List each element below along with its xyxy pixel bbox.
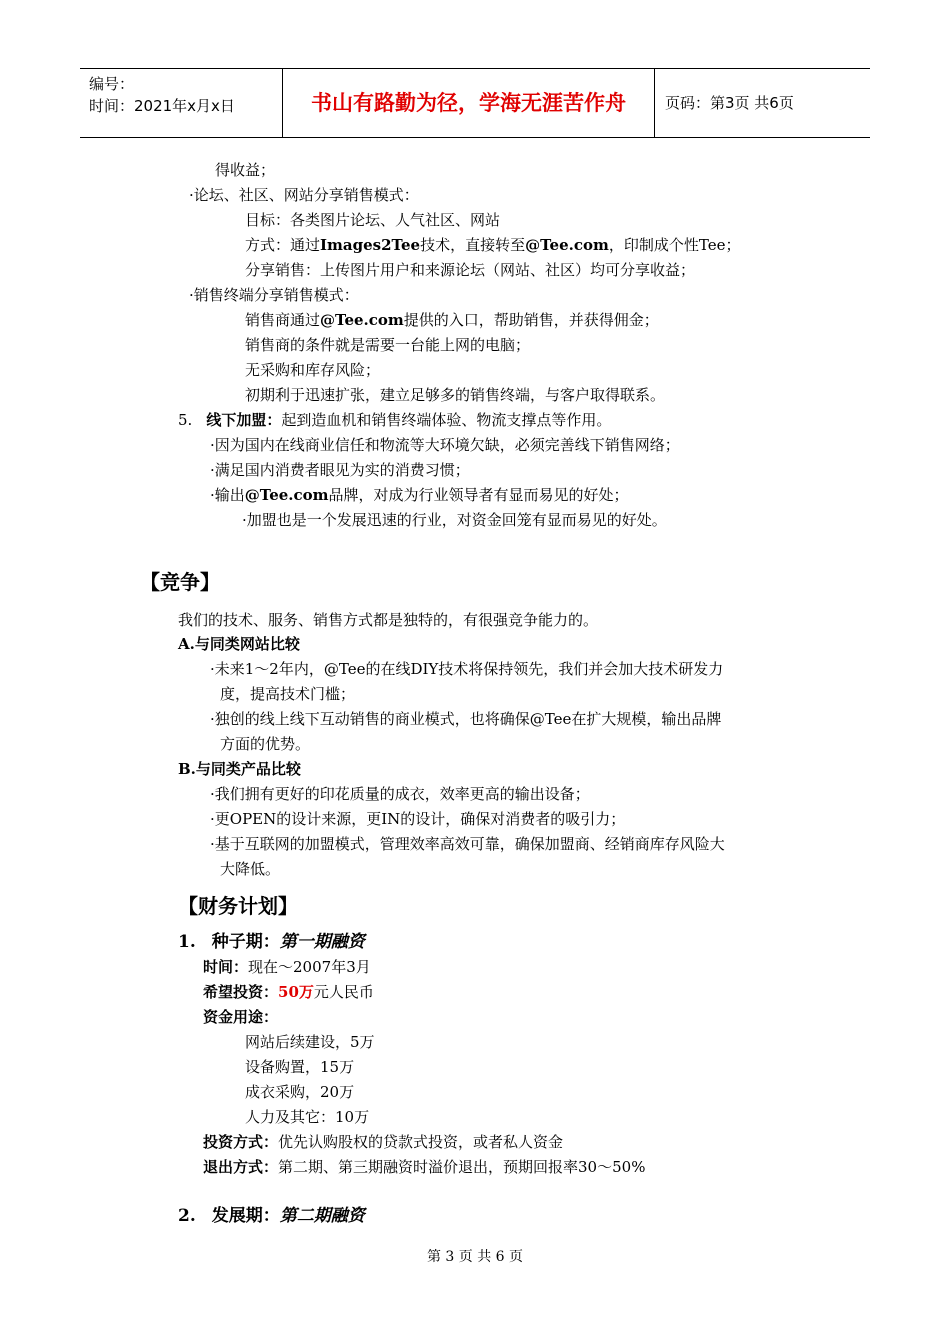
field-label: 时间： (203, 958, 249, 976)
bullet-line: 度，提高技术门槛； (220, 685, 356, 703)
text-span: 品牌，对成为行业领导者有显而易见的好处； (328, 486, 629, 504)
time-line (203, 955, 371, 979)
fund-use-item: 人力及其它：10万 (245, 1108, 370, 1126)
text-line: 得收益； (215, 161, 276, 179)
terminal-line: 无采购和库存风险； (245, 361, 381, 379)
header-meta (80, 69, 283, 137)
subsection-title: B.与同类产品比较 (178, 760, 301, 778)
field-value: 优先认购股权的贷款式投资，或者私人资金 (278, 1133, 564, 1151)
header-motto: 书山有路勤为径，学海无涯苦作舟 (283, 69, 655, 137)
fund-use-item: 成衣采购，20万 (245, 1083, 355, 1101)
forum-share: 分享销售：上传图片用户和来源论坛（网站、社区）均可分享收益； (245, 261, 696, 279)
terminal-line: 初期利于迅速扩张，建立足够多的销售终端，与客户取得联系。 (245, 386, 666, 404)
section-title-finance: 【财务计划】 (178, 894, 298, 918)
bullet-line: 方面的优势。 (220, 735, 311, 753)
doc-date: 时间：2021年x月x日 (89, 97, 235, 115)
field-value: 元人民币 (313, 983, 374, 1001)
bullet-line: 大降低。 (220, 860, 281, 878)
text-span: 销售商通过 (245, 311, 321, 329)
item-5-bullet: ·加盟也是一个发展迅速的行业，对资金回笼有显而易见的好处。 (242, 511, 667, 529)
phase-number: 1. (178, 932, 196, 952)
investment-line (203, 980, 374, 1004)
fund-use-label: 资金用途： (203, 1008, 279, 1026)
fund-use-item: 网站后续建设，5万 (245, 1033, 375, 1051)
exit-mode (203, 1155, 645, 1179)
page-footer: 第 3 页 共 6 页 (426, 1249, 524, 1265)
bullet-line: ·我们拥有更好的印花质量的成衣，效率更高的输出设备； (210, 785, 590, 803)
text-span: 技术，直接转至 (420, 236, 526, 254)
item-5-bullet: ·因为国内在线商业信任和物流等大环境欠缺，必须完善线下销售网络； (210, 436, 680, 454)
text-span: 提供的入口，帮助销售，并获得佣金； (403, 311, 659, 329)
page-header (80, 68, 870, 138)
item-number: 5. (178, 411, 193, 429)
phase-2-heading (178, 1204, 365, 1228)
header-page-number: 页码：第3页 共6页 (665, 94, 794, 112)
forum-mode-title: ·论坛、社区、网站分享销售模式： (189, 186, 419, 204)
bullet-line: ·基于互联网的加盟模式，管理效率高效可靠，确保加盟商、经销商库存风险大 (210, 835, 725, 853)
terminal-line (245, 308, 659, 332)
item-title: 线下加盟： (206, 411, 282, 429)
subsection-title: A.与同类网站比较 (178, 635, 300, 653)
text-span: ·输出 (210, 486, 245, 504)
phase-name: 第二期融资 (279, 1206, 365, 1226)
terminal-line: 销售商的条件就是需要一台能上网的电脑； (245, 336, 531, 354)
bullet-line: ·未来1～2年内，@Tee的在线DIY技术将保持领先，我们并会加大技术研发力 (210, 660, 724, 678)
terminal-mode-title: ·销售终端分享销售模式： (189, 286, 359, 304)
phase-1-heading (178, 930, 365, 954)
brand-name: @Tee.com (244, 486, 329, 504)
field-label: 投资方式： (203, 1133, 279, 1151)
fund-use-item: 设备购置，15万 (245, 1058, 355, 1076)
forum-method (245, 233, 740, 257)
field-label: 希望投资： (203, 983, 279, 1001)
competition-intro: 我们的技术、服务、销售方式都是独特的，有很强竞争能力的。 (178, 611, 599, 629)
text-span: ，印制成个性Tee； (608, 236, 741, 254)
bold-term: Images2Tee (320, 236, 421, 254)
field-value: 第二期、第三期融资时溢价退出，预期回报率30～50% (278, 1158, 646, 1176)
item-5-heading (178, 408, 611, 432)
text-span: 方式：通过 (245, 236, 321, 254)
brand-name: @Tee.com (320, 311, 404, 329)
item-5-bullet (210, 483, 629, 507)
item-5-bullet: ·满足国内消费者眼见为实的消费习惯； (210, 461, 470, 479)
text-span: 起到造血机和销售终端体验、物流支撑点等作用。 (281, 411, 612, 429)
field-label: 退出方式： (203, 1158, 279, 1176)
brand-name: @Tee.com (525, 236, 609, 254)
doc-number-label: 编号： (89, 75, 135, 93)
section-title-competition: 【竞争】 (140, 570, 220, 594)
field-value: 现在～2007年3月 (248, 958, 371, 976)
phase-name: 第一期融资 (279, 932, 365, 952)
bullet-line: ·独创的线上线下互动销售的商业模式，也将确保@Tee在扩大规模，输出品牌 (210, 710, 722, 728)
investment-mode (203, 1130, 563, 1154)
forum-target: 目标：各类图片论坛、人气社区、网站 (245, 211, 501, 229)
investment-amount: 50万 (278, 983, 314, 1001)
bullet-line: ·更OPEN的设计来源，更IN的设计，确保对消费者的吸引力； (210, 810, 626, 828)
phase-label: 发展期： (211, 1206, 280, 1226)
phase-label: 种子期： (211, 932, 280, 952)
phase-number: 2. (178, 1206, 196, 1226)
